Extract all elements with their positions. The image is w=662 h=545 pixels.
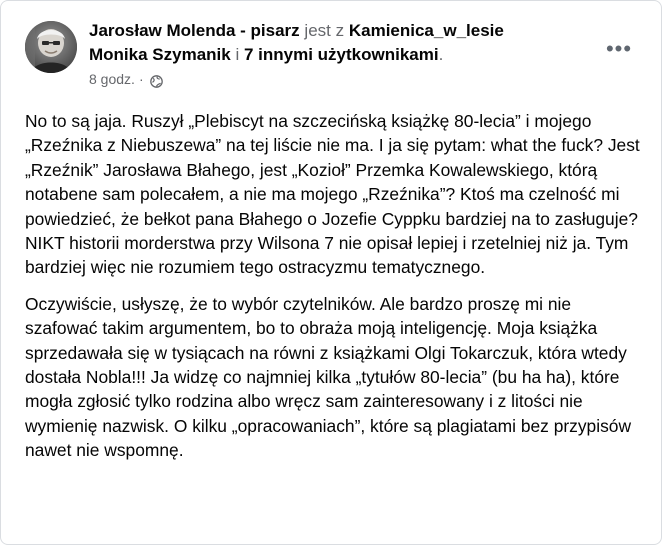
post-paragraph: Oczywiście, usłyszę, że to wybór czytelników. Ale bardzo proszę mi nie szafować takim argumentem, bo to obraża moją inteligencję. Moja książka sprzedawała się w tysiącach na równi z książkami Olgi Tokarczuk, która wtedy dostała Nobla!!! Ja widzę co najmniej kilka „tytułów 80-lecia” (bu ha ha), które mogła zgłosić tylko rodzina albo wręcz sam zainteresowany i z litości nie wymienię nazwisk. O kilku „opracowaniach”, które są plagiatami bez przypisów nawet nie wspomnę. <box>25 293 632 461</box>
post-meta <box>89 69 579 89</box>
place-link[interactable]: Kamienica_w_lesie <box>348 21 504 40</box>
post-header <box>25 17 637 101</box>
more-options-icon[interactable] <box>601 31 637 67</box>
meta-separator: · <box>138 71 144 87</box>
author-name-link[interactable]: Jarosław Molenda - pisarz <box>89 21 300 40</box>
others-link[interactable]: 7 innymi użytkownikami <box>243 45 439 64</box>
more-options-label: ••• <box>605 36 633 61</box>
post-timestamp[interactable]: 8 godz. <box>89 71 135 87</box>
post-body <box>25 109 645 475</box>
avatar-photo-icon <box>25 21 77 73</box>
post-title-line <box>89 19 579 67</box>
tagged-person-link[interactable]: Monika Szymanik <box>89 45 231 64</box>
and-word: i <box>235 45 240 64</box>
post-header-text <box>89 19 579 89</box>
post-paragraph: No to są jaja. Ruszył „Plebiscyt na szczecińską książkę 80-lecia” i mojego „Rzeźnika z Niebuszewa” na tej liście nie ma. I ja się pytam: what the fuck? Jest „Rzeźnik” Jarosława Błahego, jest „Kozioł” Przemka Kowalewskiego, którą notabene sam polecałem, a nie ma mojego „Rzeźnika”? Ktoś ma czelność mi powiedzieć, że bełkot pana Błahego o Jozefie Cyppku bardziej na to zasługuje? NIKT historii morderstwa przy Wilsona 7 nie opisał lepiej i rzetelniej niż ja. Tym bardziej więc nie rozumiem tego ostracyzmu tematycznego. <box>25 111 640 278</box>
globe-icon[interactable] <box>150 73 163 86</box>
author-avatar[interactable] <box>25 21 77 73</box>
at-word: jest z <box>304 21 345 40</box>
title-period: . <box>438 45 444 64</box>
